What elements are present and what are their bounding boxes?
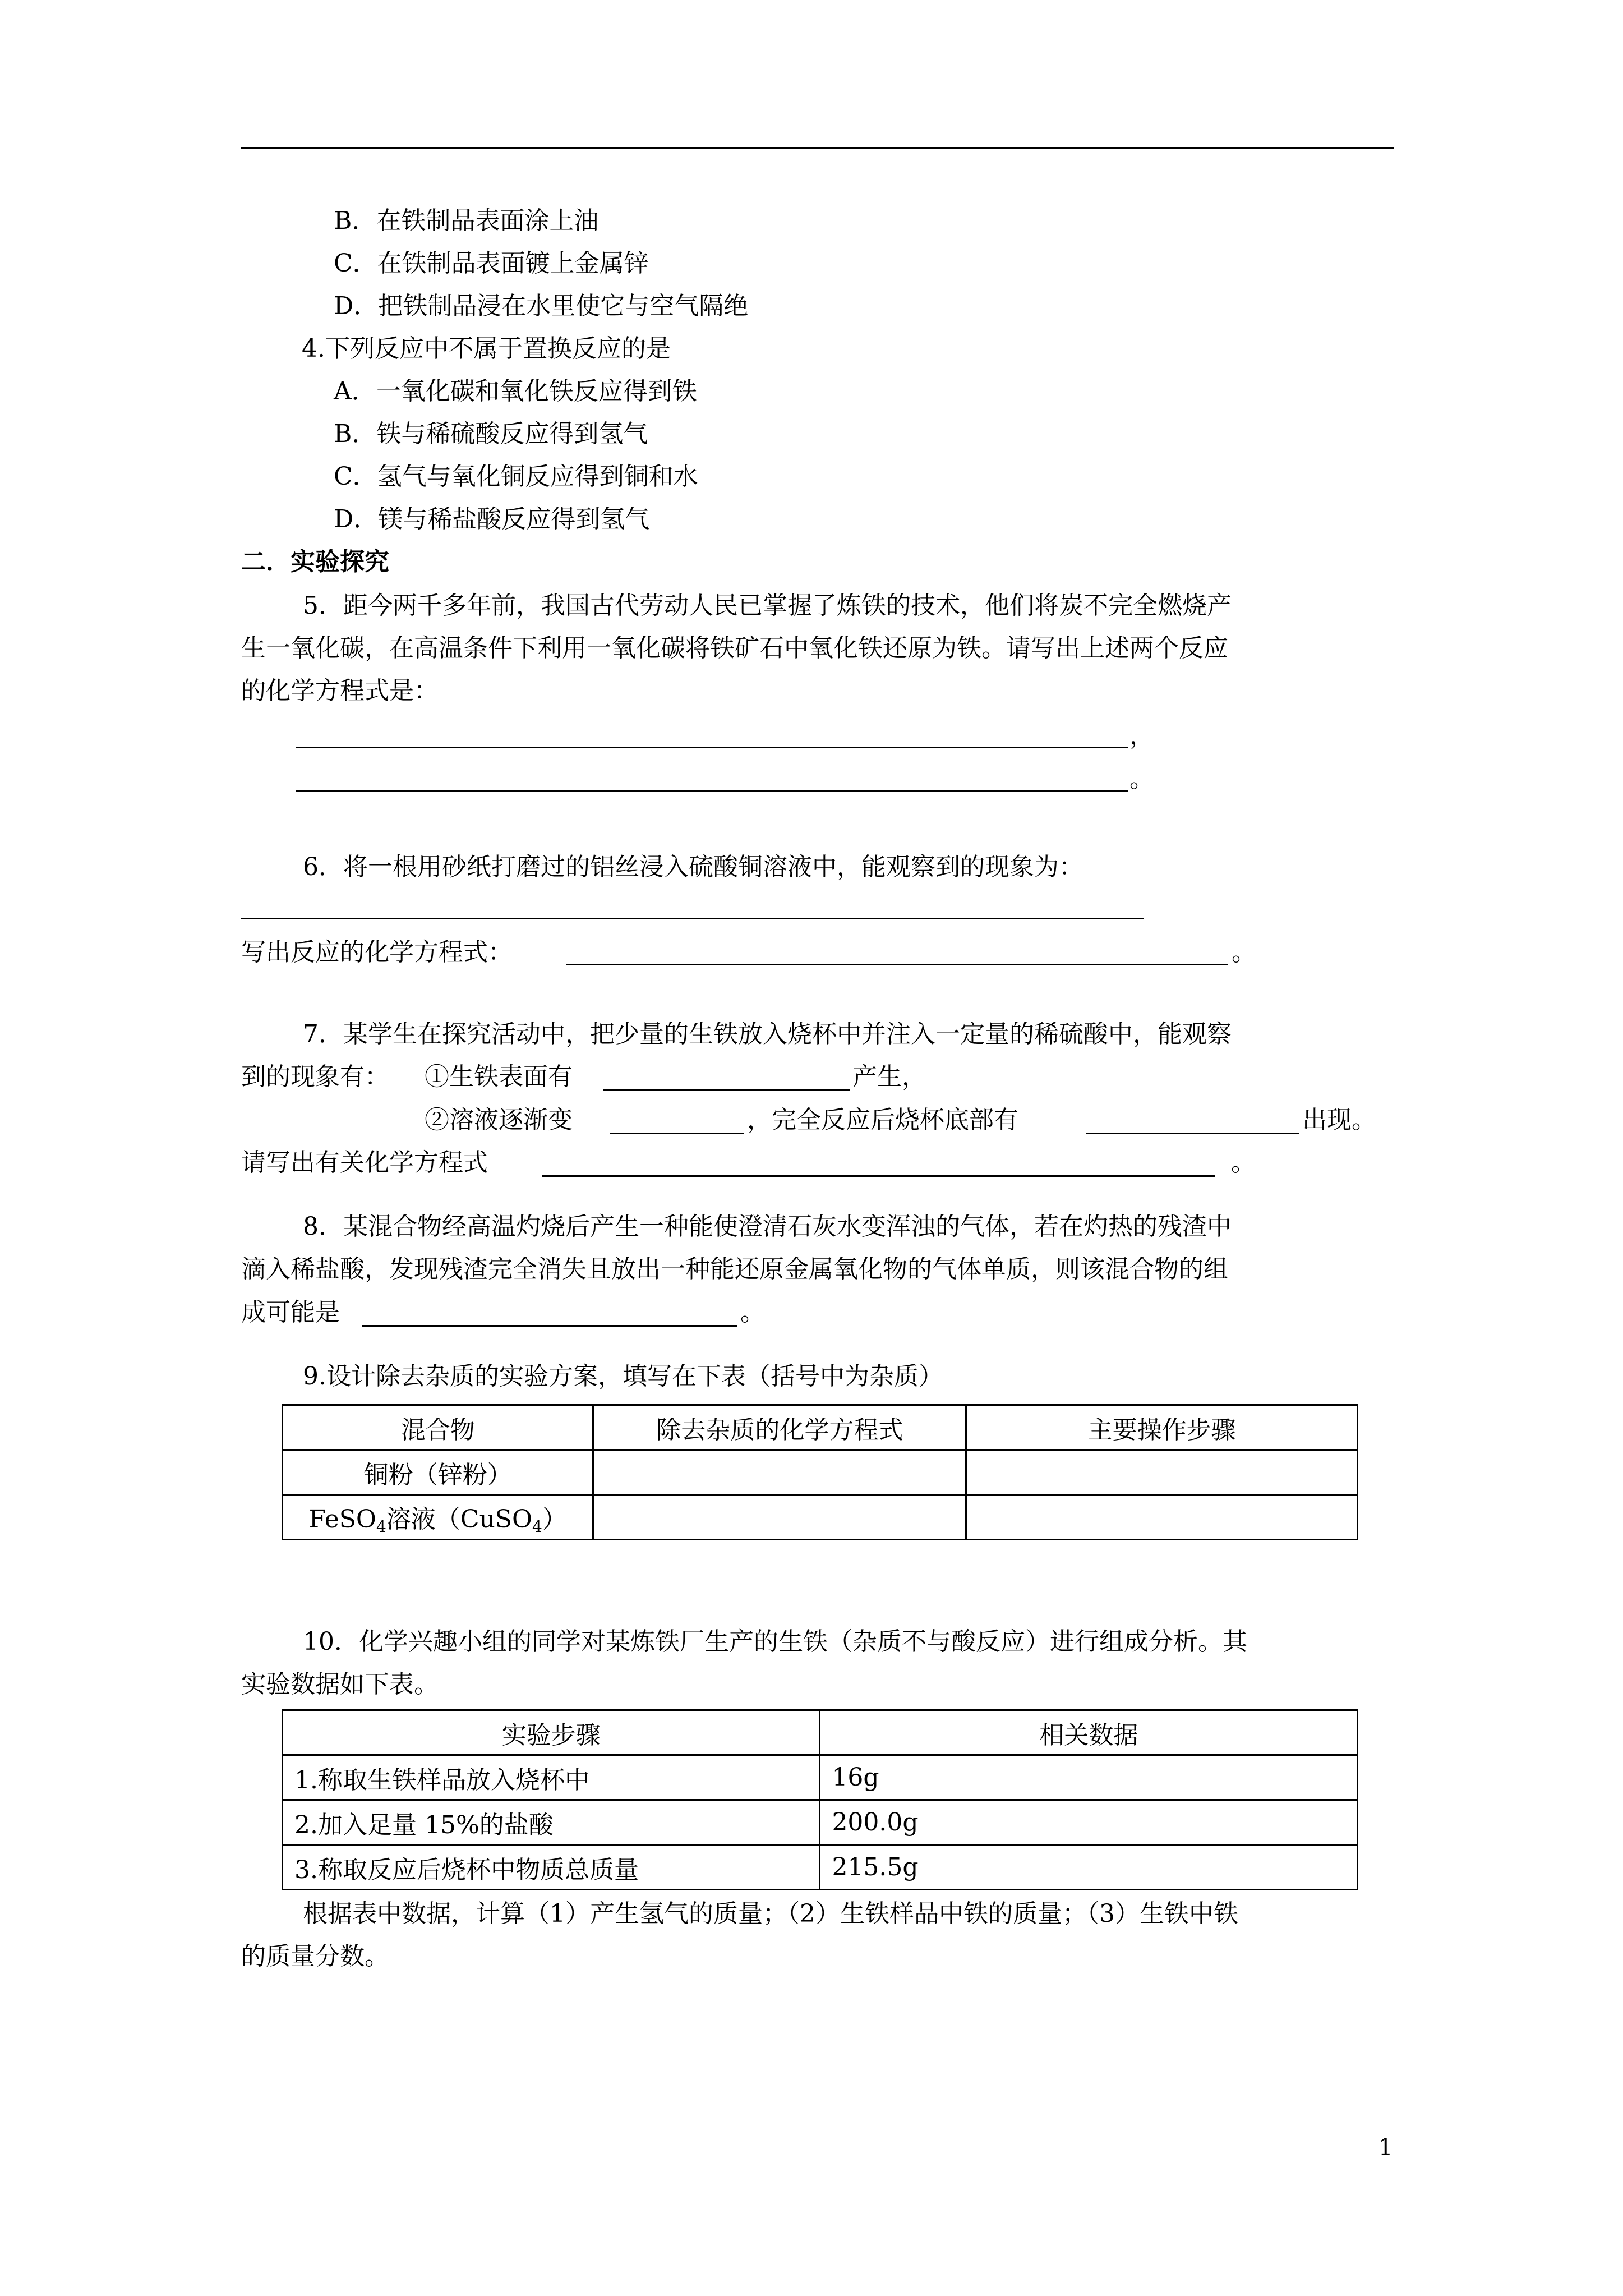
- page-number: 1: [1378, 2134, 1393, 2160]
- section-title: 二．实验探究: [241, 547, 389, 576]
- q9-header-row: [283, 1405, 1358, 1450]
- q10-question-line-2: 的质量分数。: [241, 1942, 389, 1971]
- q7-blank-gas[interactable]: [603, 1089, 850, 1091]
- q5-line-2: 生一氧化碳，在高温条件下利用一氧化碳将铁矿石中氧化铁还原为铁。请写出上述两个反应: [241, 634, 1228, 662]
- q7-line-4-end: 。: [1231, 1148, 1256, 1177]
- q3-option-d: D．把铁制品浸在水里使它与空气隔绝: [334, 292, 749, 320]
- q9-row1-steps-cell[interactable]: [966, 1450, 1358, 1495]
- q8-line-3-prefix: 成可能是: [241, 1298, 340, 1327]
- q7-line-2-b: 产生，: [852, 1062, 926, 1091]
- q5-line-1: 5．距今两千多年前，我国古代劳动人民已掌握了炼铁的技术，他们将炭不完全燃烧产: [303, 591, 1232, 620]
- q10-question-line-1: 根据表中数据，计算（1）产生氢气的质量；（2）生铁样品中铁的质量；（3）生铁中铁: [303, 1899, 1238, 1928]
- q9-stem: 9.设计除去杂质的实验方案，填写在下表（括号中为杂质）: [303, 1362, 943, 1391]
- header-rule: [241, 147, 1394, 149]
- q3-option-b: B．在铁制品表面涂上油: [334, 206, 599, 235]
- q8-line-1: 8．某混合物经高温灼烧后产生一种能使澄清石灰水变浑浊的气体，若在灼热的残渣中: [303, 1212, 1232, 1241]
- q6-line-3-prefix: 写出反应的化学方程式：: [241, 938, 513, 967]
- q10-table: [282, 1709, 1358, 1890]
- q6-line-3-end: 。: [1232, 938, 1256, 967]
- q10-row2-step: 2.加入足量 15%的盐酸: [283, 1800, 820, 1845]
- q6-equation-blank[interactable]: [566, 964, 1228, 965]
- q10-header-step: 实验步骤: [283, 1710, 820, 1755]
- q4-option-c: C．氢气与氧化铜反应得到铜和水: [334, 462, 698, 491]
- q5-blank-1-end: ，: [1129, 721, 1154, 750]
- q5-answer-blank-1[interactable]: [296, 747, 1128, 748]
- q4-option-a: A．一氧化碳和氧化铁反应得到铁: [334, 377, 697, 406]
- q4-option-d: D．镁与稀盐酸反应得到氢气: [334, 505, 650, 533]
- q9-row2-mixture: FeSO$_4$溶液（CuSO$_4$）: [283, 1495, 593, 1540]
- q9-row1-mixture: 铜粉（锌粉）: [283, 1450, 593, 1495]
- q6-line-1: 6．将一根用砂纸打磨过的铝丝浸入硫酸铜溶液中，能观察到的现象为：: [303, 853, 1083, 881]
- q9-header-steps: 主要操作步骤: [966, 1405, 1358, 1450]
- q8-line-2: 滴入稀盐酸，发现残渣完全消失且放出一种能还原金属氧化物的气体单质，则该混合物的组: [241, 1255, 1228, 1283]
- q8-line-3-end: 。: [740, 1298, 765, 1327]
- q4-option-b: B．铁与稀硫酸反应得到氢气: [334, 420, 648, 448]
- q10-header-row: [283, 1710, 1358, 1755]
- q9-row2-steps-cell[interactable]: [966, 1495, 1358, 1540]
- q10-line-2: 实验数据如下表。: [241, 1670, 439, 1699]
- q7-line-2-a: ①生铁表面有: [425, 1062, 573, 1091]
- q7-blank-color[interactable]: [610, 1133, 744, 1134]
- q9-table: [282, 1404, 1358, 1540]
- q7-line-4-prefix: 请写出有关化学方程式: [241, 1148, 488, 1177]
- q10-header-data: 相关数据: [820, 1710, 1358, 1755]
- q5-answer-blank-2[interactable]: [296, 790, 1128, 792]
- q4-stem: 4.下列反应中不属于置换反应的是: [302, 334, 671, 363]
- q7-line-3-a: ②溶液逐渐变: [425, 1106, 573, 1134]
- table-row: [283, 1800, 1358, 1845]
- q10-row1-data: 16g: [820, 1755, 1358, 1800]
- q9-row2-equation-cell[interactable]: [593, 1495, 966, 1540]
- q7-line-3-c: 出现。: [1302, 1106, 1376, 1134]
- q7-line-1: 7．某学生在探究活动中，把少量的生铁放入烧杯中并注入一定量的稀硫酸中，能观察: [303, 1020, 1232, 1048]
- q10-row1-step: 1.称取生铁样品放入烧杯中: [283, 1755, 820, 1800]
- q9-row1-equation-cell[interactable]: [593, 1450, 966, 1495]
- q8-answer-blank[interactable]: [362, 1325, 737, 1327]
- table-row: [283, 1755, 1358, 1800]
- q10-row2-data: 200.0g: [820, 1800, 1358, 1845]
- q5-line-3: 的化学方程式是：: [241, 677, 439, 705]
- table-row: [283, 1495, 1358, 1540]
- q10-row3-data: 215.5g: [820, 1845, 1358, 1890]
- q7-equation-blank[interactable]: [542, 1175, 1215, 1177]
- q10-line-1: 10．化学兴趣小组的同学对某炼铁厂生产的生铁（杂质不与酸反应）进行组成分析。其: [303, 1627, 1247, 1656]
- q10-row3-step: 3.称取反应后烧杯中物质总质量: [283, 1845, 820, 1890]
- q7-line-3-b: ，完全反应后烧杯底部有: [747, 1106, 1018, 1134]
- q7-line-2-prefix: 到的现象有：: [241, 1062, 389, 1091]
- table-row: [283, 1845, 1358, 1890]
- q3-option-c: C．在铁制品表面镀上金属锌: [334, 249, 649, 278]
- q6-observation-blank[interactable]: [241, 918, 1144, 919]
- q9-header-equation: 除去杂质的化学方程式: [593, 1405, 966, 1450]
- q5-blank-2-end: 。: [1129, 765, 1154, 793]
- table-row: [283, 1450, 1358, 1495]
- q7-blank-residue[interactable]: [1086, 1133, 1299, 1134]
- q9-header-mixture: 混合物: [283, 1405, 593, 1450]
